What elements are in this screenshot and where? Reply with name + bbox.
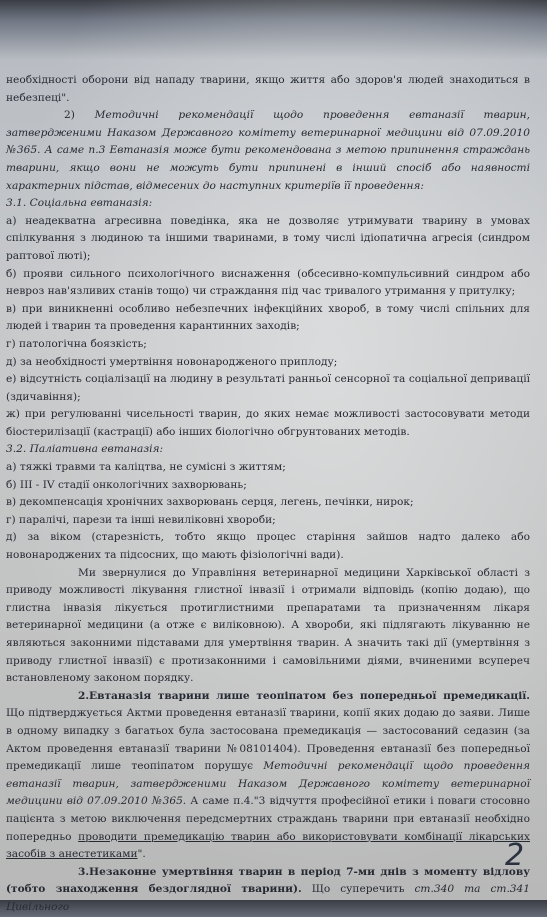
list-item: а) неадекватна агресивна поведінка, яка не дозволяє утримувати тварину в умовах спілкування з людиною та іншими тваринами, в тому числі ідіопатична агресія (синдром раптової люті); bbox=[6, 214, 530, 262]
paragraph-intro: необхідності оборони від нападу тварини, якщо життя або здоров'я людей знаходиться в небезпеці". bbox=[6, 74, 530, 104]
list-item: ж) при регулюванні чисельності тварин, до яких немає можливості застосовувати методи біостерилізації (кастрації) або інших біологічно обгрунтованих методів. bbox=[6, 408, 530, 438]
paragraph-methodical bbox=[6, 107, 530, 195]
list-item: д) за необхідності умертвіння новонародженого приплоду; bbox=[6, 355, 338, 368]
underlined-quote: проводити премедикацію тварин або використовувати комбінації лікарських засобів з анестетиками bbox=[6, 830, 530, 861]
list-item: б) ІІІ - IV стадії онкологічних захворювань; bbox=[6, 478, 247, 491]
document-reference: Методичні рекомендації щодо проведення евтаназії тварин, затвердженими Наказом Державного комітету ветеринарної медицини від 07.09.2010 №365. bbox=[6, 109, 531, 157]
paragraph-section-3 bbox=[6, 864, 530, 917]
section-title: 3.Незаконне умертвіння тварин в період 7-ми днів з моменту відлову (тобто знаходження бездоглядної тварини). bbox=[6, 865, 530, 896]
paragraph-appeal: Ми звернулися до Управління ветеринарної медицини Харківської області з приводу можливості лікування глистної інвазії і отримали відповідь (копію додаю), що глистна інвазія лікується протиглистними препаратами та призначенням лікаря ветеринарної медицини (а отже є виліковною). А хвороби, які підлягають лікуванню не являються законними підставами для умертвіння тварин. А значить такі дії (умертвіння з приводу глистної інвазії) є протизаконними і самовільними діями, вчиненими всупереч встановленому законом порядку. bbox=[6, 566, 530, 685]
page-number: 2 bbox=[505, 838, 525, 873]
list-item: г) патологічна боязкість; bbox=[6, 337, 147, 350]
list-item: е) відсутність соціалізації на людину в результаті ранньої сенсорної та соціальної депривації (здичавіння); bbox=[6, 373, 530, 403]
paragraph-text: Що суперечить bbox=[311, 883, 405, 896]
section-heading-palliative: 3.2. Паліативна евтаназія: bbox=[6, 443, 164, 456]
quote-end: ". bbox=[137, 848, 146, 861]
document-reference: ст.340 та ст.341 Цивільного bbox=[6, 883, 531, 913]
list-item: д) за віком (старезність, тобто якщо процес старіння зайшов надто далеко або новонароджених та підсосних, що мають фізіологічні вади). bbox=[6, 531, 530, 562]
section-heading-social: 3.1. Соціальна евтаназія: bbox=[6, 197, 153, 210]
document-body bbox=[6, 72, 530, 917]
paragraph-text: Що підтверджується Актми проведення евтаназії тварини, копії яких додаю до заяви. Лише в одному випадку з багатьох була застосована премедикація — застосований седазин (за Актом проведення евтаназії тварини №08101404). Проведення евтаназії без попередньої премедикації лише теопіпатом порушує bbox=[6, 707, 530, 773]
list-item: а) тяжкі травми та каліцтва, не сумісні з життям; bbox=[6, 461, 286, 474]
paragraph-section-2 bbox=[6, 688, 530, 864]
item-number: 2) bbox=[64, 109, 75, 122]
list-item: б) прояви сильного психологічного виснаження (обсесивно-компульсивний синдром або невроз нав'язливих станів тощо) чи страждання під час тривалого утримання у притулку; bbox=[6, 267, 530, 298]
list-item: в) декомпенсація хронічних захворювань серця, легень, печінки, нирок; bbox=[6, 496, 414, 509]
paragraph-text: А саме п.3 Евтаназія може бути рекомендована з метою припинення страждань тварини, якщо вони не можуть бути припинені в інший спосіб або наявності характерних підстав, відмесених до наступних критеріїв її проведення: bbox=[6, 144, 530, 192]
quote-text: А саме п.4."3 відчуття професійної етики і поваги стосовно пацієнта з метою виключення передсмертних страждань тварини при евтаназії необхідно попередньо bbox=[6, 795, 530, 843]
section-title: 2.Евтаназія тварини лише теопіпатом без попередньої премедикації. bbox=[78, 689, 530, 702]
document-reference: Методичні рекомендації щодо проведення евтаназії тварин, затвердженими Наказом Державного комітету ветеринарної медицини від 07.09.2010 №365. bbox=[6, 760, 530, 808]
list-item: в) при виникненні особливо небезпечних інфекційних хвороб, в тому числі спільних для людей і тварин та проведення карантинних заходів; bbox=[6, 302, 530, 333]
list-item: г) паралічі, парези та інші невиліковні хвороби; bbox=[6, 513, 276, 526]
